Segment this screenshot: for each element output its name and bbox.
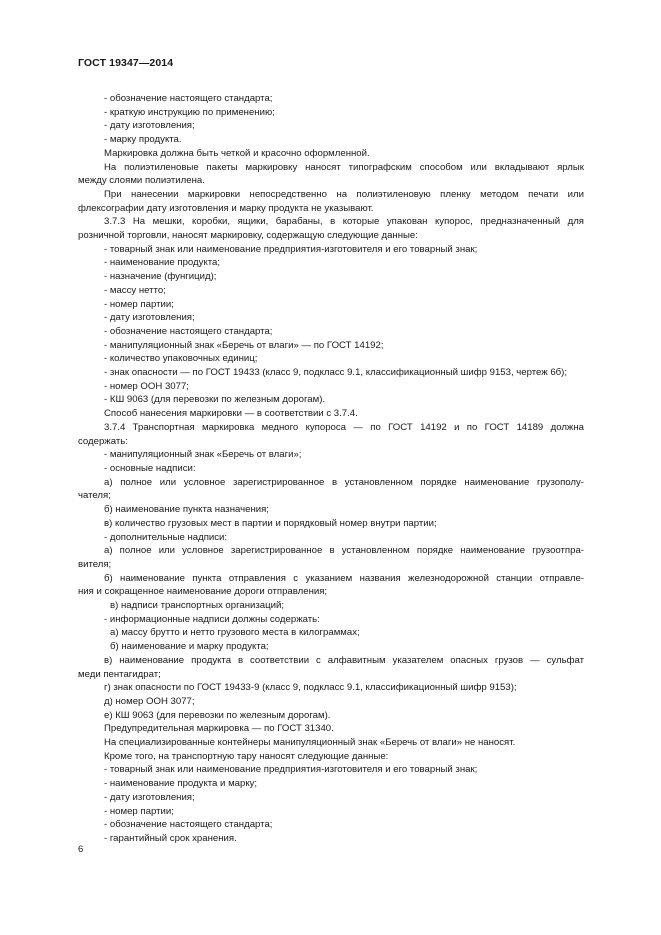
text-line: - краткую инструкцию по применению; [104,106,275,118]
text-line: - наименование продукта; [104,257,221,269]
text-line: розничной торговли, наносят маркировку, содержащую следующие данные: [78,230,418,242]
text-line: - дату изготовления; [104,120,195,132]
text-line: между слоями полиэтилена. [78,175,205,187]
text-line: На специализированные контейнеры манипуляционный знак «Беречь от влаги» не наносят. [104,737,516,749]
text-line: Предупредительная маркировка — по ГОСТ 31340. [104,723,334,735]
text-line: - КШ 9063 (для перевозки по железным дорогам). [104,394,326,406]
text-line: д) номер ООН 3077; [104,695,195,707]
text-line: - товарный знак или наименование предприятия-изготовителя и его товарный знак; [104,243,478,255]
text-line: - номер партии; [104,298,174,310]
text-line: При нанесении маркировки непосредственно на полиэтиленовую пленку методом печати или [104,188,584,200]
text-line: - информационные надписи должны содержать: [104,613,320,625]
text-line: - товарный знак или наименование предприятия-изготовителя и его товарный знак; [104,764,478,776]
text-line: - обозначение настоящего стандарта; [104,325,273,337]
text-line: - обозначение настоящего стандарта; [104,93,273,104]
text-line: а) полное или условное зарегистрированное в установленном порядке наименование грузополу- [104,476,584,488]
text-line: На полиэтиленовые пакеты маркировку наносят типографским способом или вкладывают ярлык [104,161,584,173]
text-line: - массу нетто; [104,284,166,296]
text-line: - дату изготовления; [104,791,195,803]
text-line: Кроме того, на транспортную тару наносят следующие данные: [104,750,389,762]
document-header: ГОСТ 19347—2014 [78,57,174,69]
text-line: флексографии дату изготовления и марку продукта не указывают. [78,202,374,214]
text-line: - номер партии; [104,805,174,817]
text-line: - наименование продукта и марку; [104,778,258,790]
text-line: в) наименование продукта в соответствии с алфавитным указателем опасных грузов — сульфат [104,654,584,666]
text-line: Способ нанесения маркировки — в соответствии с 3.7.4. [104,408,358,420]
text-line: б) наименование и марку продукта; [110,641,269,653]
text-line: а) массу брутто и нетто грузового места в килограммах; [110,627,360,639]
text-line: - знак опасности — по ГОСТ 19433 (класс 9, подкласс 9.1, классификационный шифр 9153, чертеж 6б); [104,367,568,379]
text-line: - гарантийный срок хранения. [104,832,237,844]
text-line: - количество упаковочных единиц; [104,353,258,365]
text-line: 3.7.4 Транспортная маркировка медного купороса — по ГОСТ 14192 и по ГОСТ 14189 должна [104,421,584,433]
text-line: Маркировка должна быть четкой и красочно оформленной. [104,147,370,159]
text-line: г) знак опасности по ГОСТ 19433-9 (класс 9, подкласс 9.1, классификационный шифр 9153); [104,682,517,694]
text-line: в) количество грузовых мест в партии и порядковый номер внутри партии; [104,517,437,529]
text-line: чателя; [78,490,111,502]
text-line: вителя; [78,558,112,570]
text-line: содержать: [78,435,128,447]
text-line: - манипуляционный знак «Беречь от влаги» — по ГОСТ 14192; [104,339,384,351]
page-number: 6 [78,844,84,855]
text-line: - манипуляционный знак «Беречь от влаги»; [104,449,302,461]
text-line: меди пентагидрат; [78,668,161,680]
text-line: ния и сокращенное наименование дороги отправления; [78,586,328,598]
text-line: б) наименование пункта назначения; [104,504,269,516]
text-line: 3.7.3 На мешки, коробки, ящики, барабаны, в которые упакован купорос, предназначенный для [104,216,584,228]
text-line: - обозначение настоящего стандарта; [104,819,273,831]
text-line: в) надписи транспортных организаций; [110,600,284,612]
text-line: а) полное или условное зарегистрированное в установленном порядке наименование грузоотпра- [104,545,584,557]
text-line: - основные надписи: [104,462,196,474]
text-line: - назначение (фунгицид); [104,271,217,283]
text-line: е) КШ 9063 (для перевозки по железным дорогам). [104,709,331,721]
text-line: - дополнительные надписи: [104,531,228,543]
text-line: - дату изготовления; [104,312,195,324]
document-body [78,92,584,846]
text-line: б) наименование пункта отправления с указанием названия железнодорожной станции отправле- [104,572,584,584]
text-line: - марку продукта. [104,134,182,146]
text-line: - номер ООН 3077; [104,380,189,392]
